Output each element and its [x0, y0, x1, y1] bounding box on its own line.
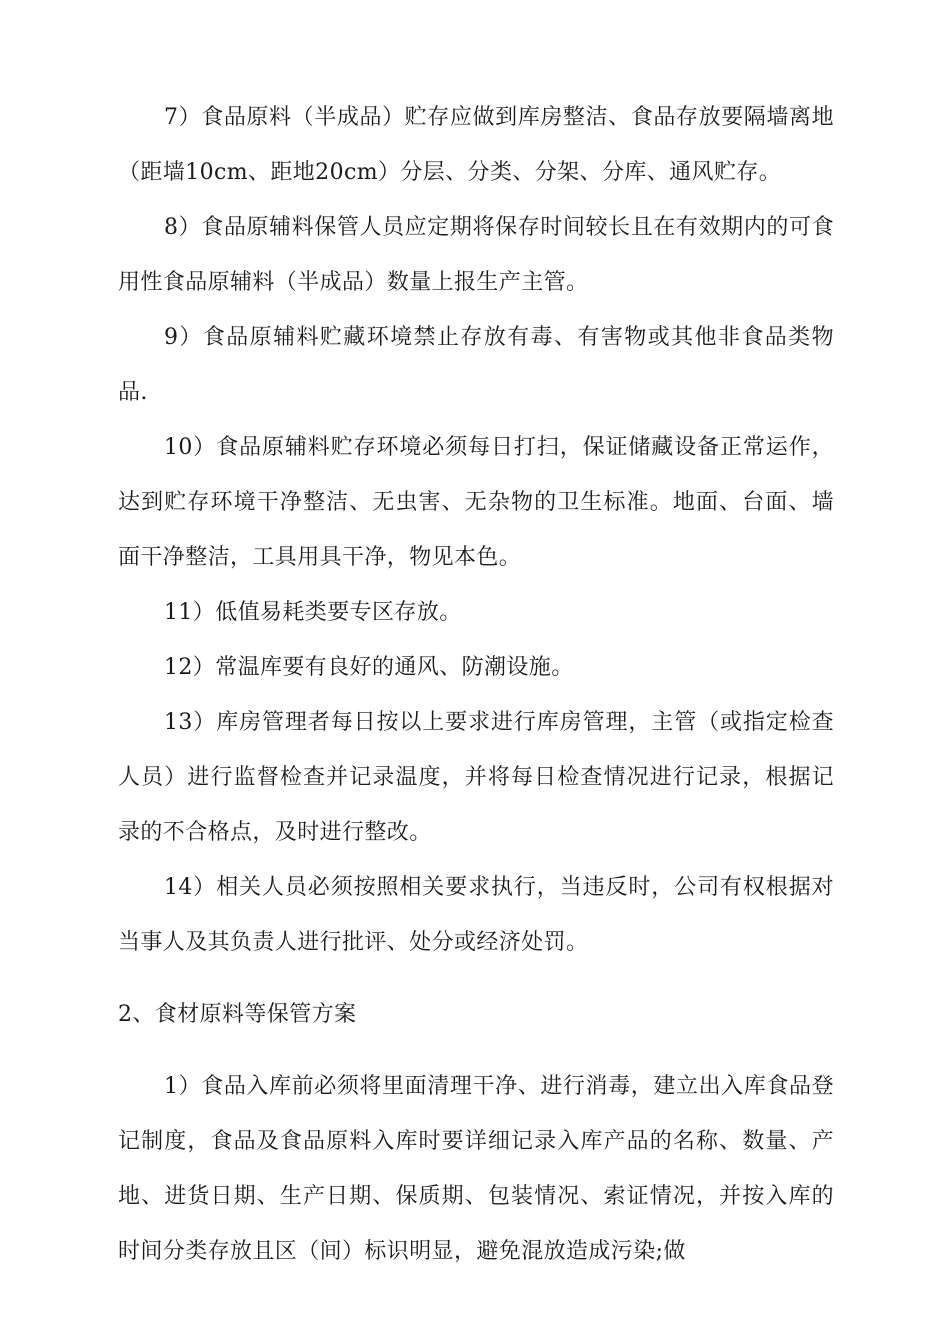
- paragraph-7: 7）食品原料（半成品）贮存应做到库房整洁、食品存放要隔墙离地（距墙10cm、距地20cm）分层、分类、分架、分库、通风贮存。: [118, 105, 834, 185]
- section-heading: 2、食材原料等保管方案: [118, 1002, 357, 1027]
- paragraph-13: 13）库房管理者每日按以上要求进行库房管理，主管（或指定检查人员）进行监督检查并记录温度，并将每日检查情况进行记录，根据记录的不合格点，及时进行整改。: [118, 710, 834, 845]
- paragraph-9: 9）食品原辅料贮藏环境禁止存放有毒、有害物或其他非食品类物品.: [118, 325, 834, 405]
- section-paragraph-1: 1）食品入库前必须将里面清理干净、进行消毒，建立出入库食品登记制度，食品及食品原料入库时要详细记录入库产品的名称、数量、产地、进货日期、生产日期、保质期、包装情况、索证情况，并按入库的时间分类存放且区（间）标识明显，避免混放造成污染;做: [118, 1074, 834, 1264]
- paragraph-10: 10）食品原辅料贮存环境必须每日打扫，保证储藏设备正常运作，达到贮存环境干净整洁、无虫害、无杂物的卫生标准。地面、台面、墙面干净整洁，工具用具干净，物见本色。: [118, 435, 834, 570]
- paragraph-12: 12）常温库要有良好的通风、防潮设施。: [164, 655, 574, 680]
- document-body: [118, 90, 834, 1279]
- paragraph-14: 14）相关人员必须按照相关要求执行，当违反时，公司有权根据对当事人及其负责人进行批评、处分或经济处罚。: [118, 875, 834, 955]
- paragraph-11: 11）低值易耗类要专区存放。: [164, 600, 462, 625]
- paragraph-8: 8）食品原辅料保管人员应定期将保存时间较长且在有效期内的可食用性食品原辅料（半成品）数量上报生产主管。: [118, 215, 834, 295]
